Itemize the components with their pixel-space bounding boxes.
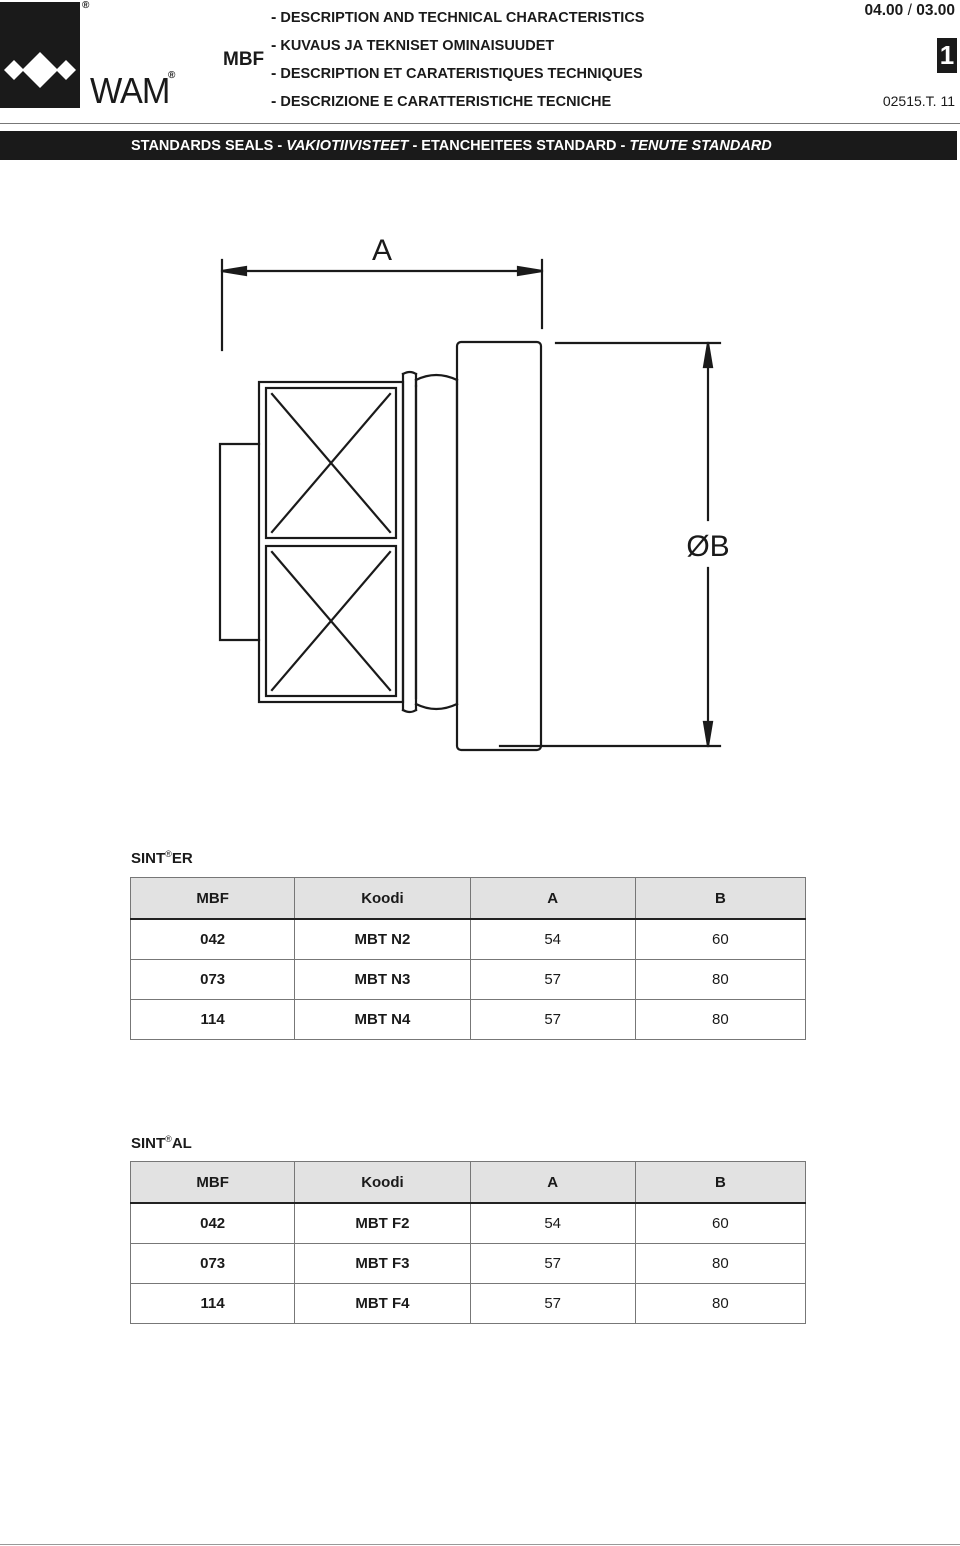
issue-date: 04.00 / 03.00 [864, 2, 955, 19]
dimension-b-bottom-arrow [704, 722, 712, 746]
title-fi: - KUVAUS JA TEKNISET OMINAISUUDET [271, 37, 555, 54]
cell-a: 57 [470, 1284, 635, 1324]
seal-technical-drawing [200, 230, 760, 760]
title-fr: - DESCRIPTION ET CARATERISTIQUES TECHNIQUES [271, 65, 643, 82]
dimension-b-top-arrow [704, 343, 712, 367]
page-number: 1 [937, 38, 957, 73]
col-header-mbf: MBF [131, 878, 295, 920]
col-header-a: A [470, 1162, 635, 1204]
cell-b: 60 [635, 919, 805, 960]
cell-koodi: MBT F3 [295, 1244, 470, 1284]
cell-mbf: 114 [131, 1284, 295, 1324]
cell-b: 80 [635, 1000, 805, 1040]
cell-koodi: MBT N4 [295, 1000, 470, 1040]
cell-a: 57 [470, 960, 635, 1000]
dimension-a-left-arrow [222, 267, 246, 275]
table-title-sintal: SINT®AL [131, 1134, 192, 1152]
dimension-a-right-arrow [518, 267, 542, 275]
cell-a: 54 [470, 1203, 635, 1244]
wam-diamond-logo-icon [0, 2, 80, 108]
cell-koodi: MBT F4 [295, 1284, 470, 1324]
col-header-b: B [635, 1162, 805, 1204]
cell-mbf: 114 [131, 1000, 295, 1040]
packing-housing [259, 382, 403, 702]
cell-koodi: MBT N2 [295, 919, 470, 960]
table-row [131, 1244, 806, 1284]
table-header-row [131, 878, 806, 920]
seal-table-sinter [130, 877, 806, 1040]
table-row [131, 1284, 806, 1324]
col-header-a: A [470, 878, 635, 920]
brand-wordmark: WAM [90, 70, 170, 111]
col-header-koodi: Koodi [295, 878, 470, 920]
col-header-koodi: Koodi [295, 1162, 470, 1204]
table-row [131, 1000, 806, 1040]
brand-registered-mark: ® [168, 70, 176, 81]
table-title-sinter: SINT®ER [131, 849, 193, 867]
cell-b: 80 [635, 1284, 805, 1324]
cell-koodi: MBT F2 [295, 1203, 470, 1244]
footer-divider [0, 1544, 960, 1545]
col-header-mbf: MBF [131, 1162, 295, 1204]
flange-body [457, 342, 541, 750]
wam-logo-block [0, 2, 80, 108]
section-title-bar: STANDARDS SEALS - VAKIOTIIVISTEET - ETANCHEITEES STANDARD - TENUTE STANDARD [0, 131, 957, 160]
cell-a: 54 [470, 919, 635, 960]
col-header-b: B [635, 878, 805, 920]
seal-table-sintal [130, 1161, 806, 1324]
title-en: - DESCRIPTION AND TECHNICAL CHARACTERISTICS [271, 9, 645, 26]
table-row [131, 1203, 806, 1244]
document-code: 02515.T. 11 [882, 93, 955, 109]
table-row [131, 960, 806, 1000]
cell-a: 57 [470, 1000, 635, 1040]
title-it: - DESCRIZIONE E CARATTERISTICHE TECNICHE [271, 93, 612, 110]
table-header-row [131, 1162, 806, 1204]
registered-mark: ® [82, 0, 90, 11]
header-divider [0, 123, 960, 124]
shaft-stub [220, 444, 259, 640]
dimension-a-label: A [371, 234, 393, 267]
collar [403, 374, 416, 710]
cell-b: 80 [635, 1244, 805, 1284]
cell-mbf: 042 [131, 919, 295, 960]
cell-mbf: 073 [131, 1244, 295, 1284]
table-row [131, 919, 806, 960]
dimension-b-label: ØB [686, 530, 730, 563]
cell-mbf: 042 [131, 1203, 295, 1244]
cell-mbf: 073 [131, 960, 295, 1000]
cell-a: 57 [470, 1244, 635, 1284]
cell-koodi: MBT N3 [295, 960, 470, 1000]
model-label: MBF [223, 49, 265, 70]
cell-b: 80 [635, 960, 805, 1000]
cell-b: 60 [635, 1203, 805, 1244]
